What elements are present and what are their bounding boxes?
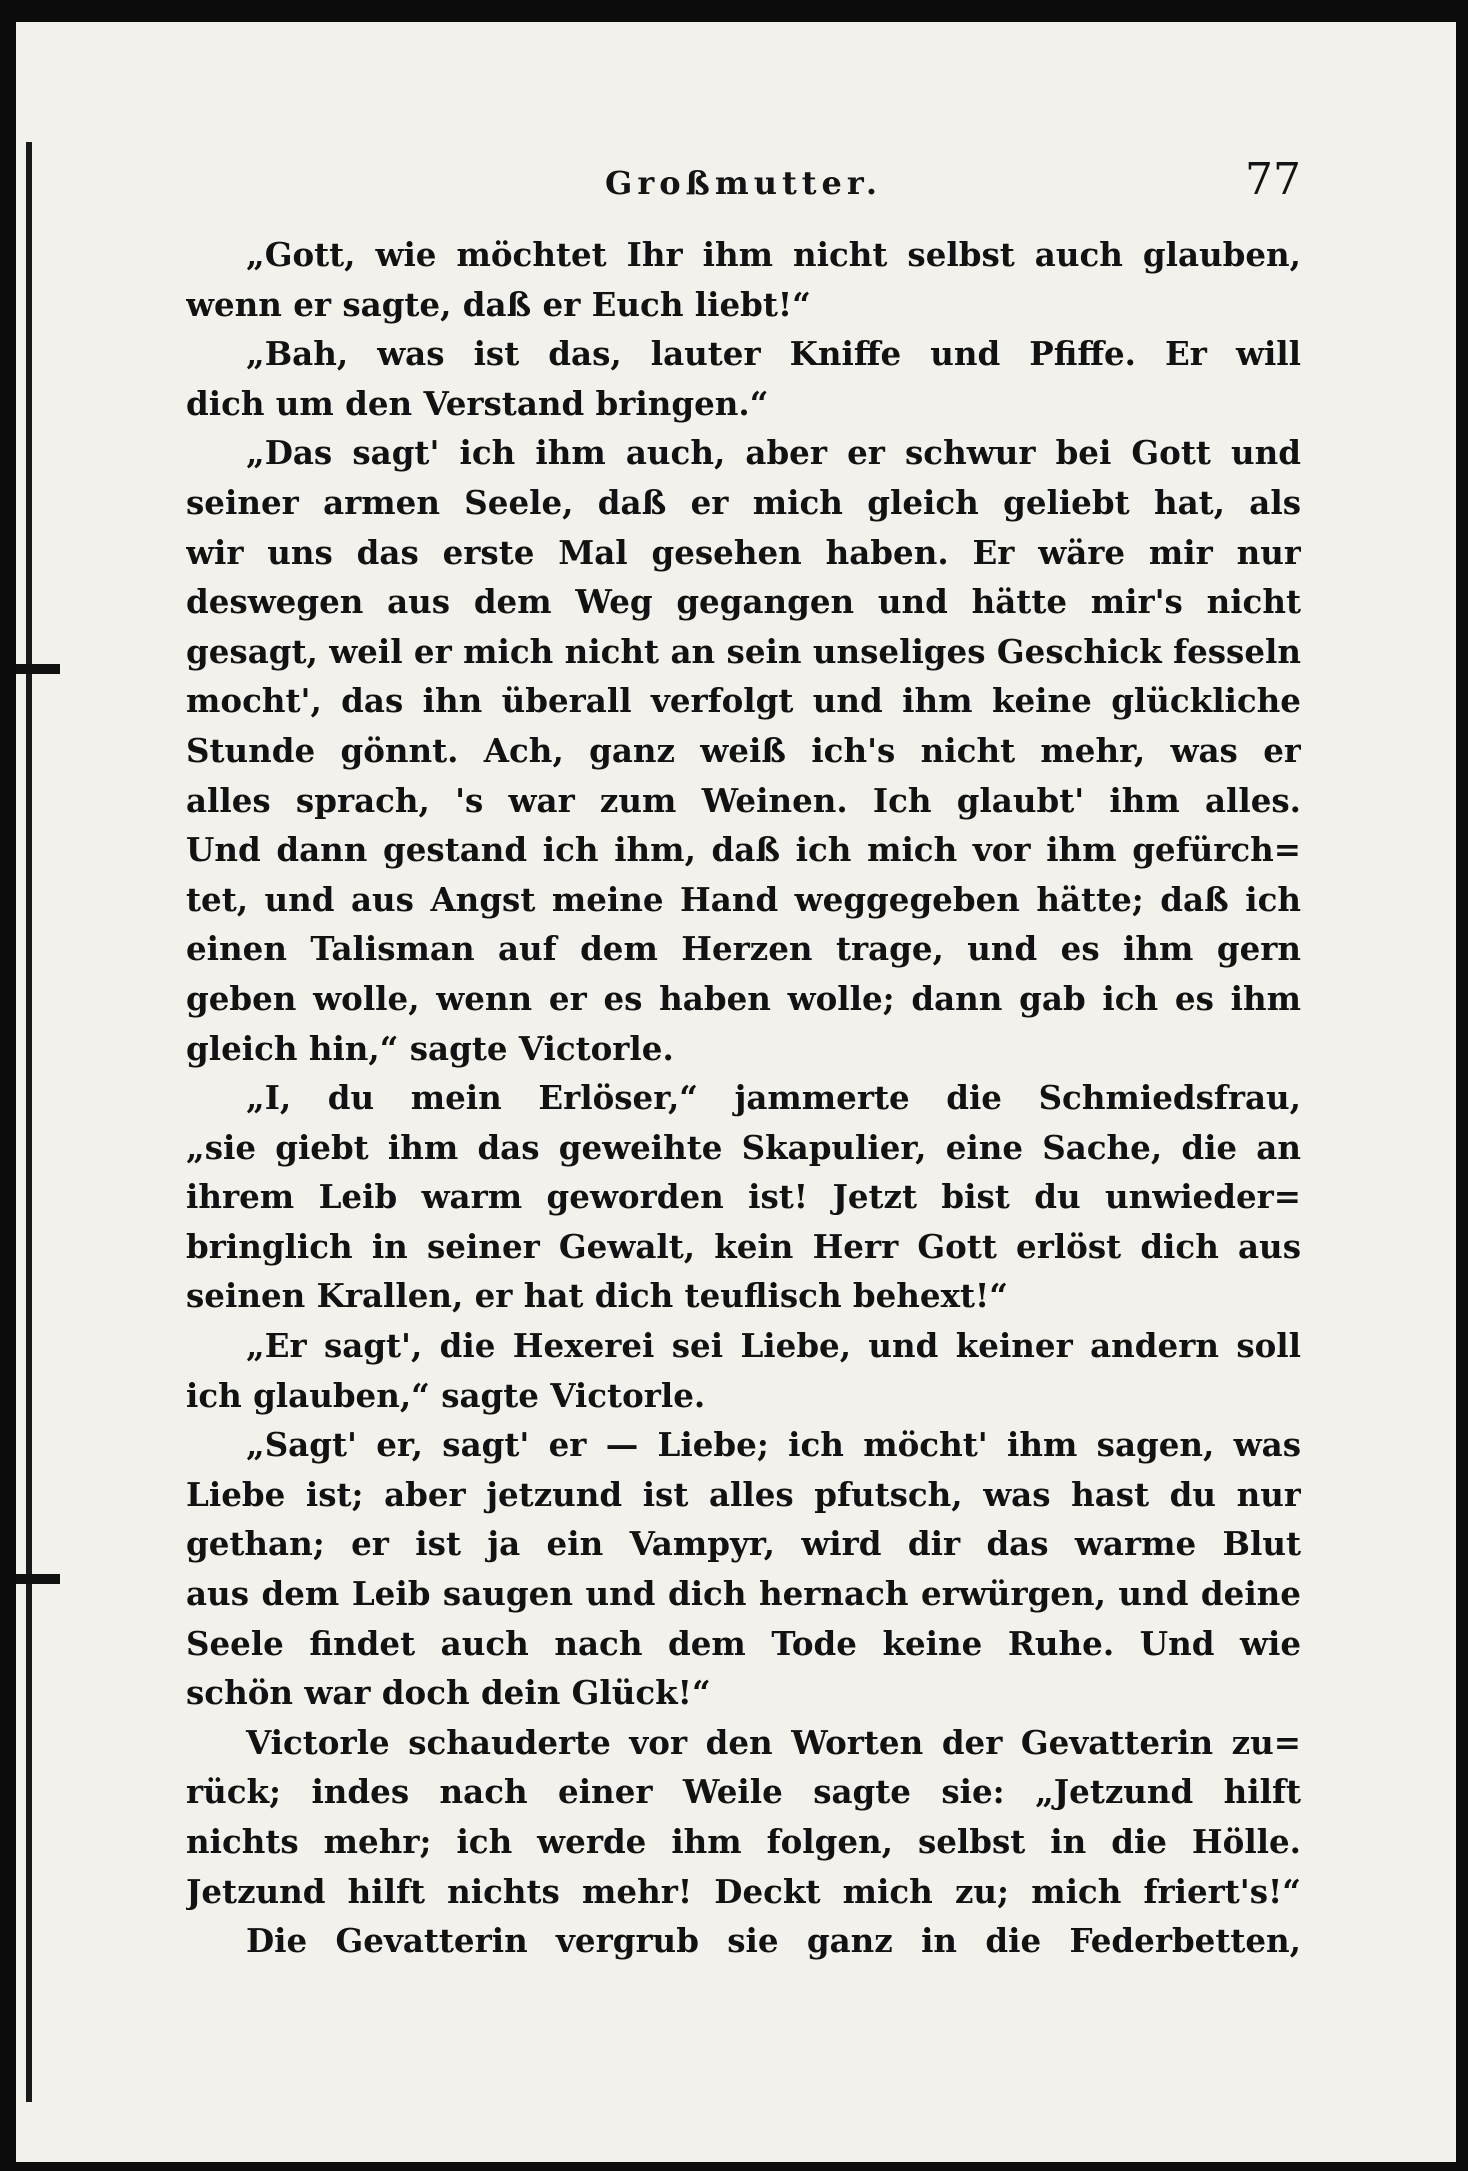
text-line: dich um den Verstand bringen.“ (186, 383, 769, 423)
text-line: „Das sagt' ich ihm auch, aber er schwur bei Gott und (246, 433, 1301, 473)
text-line: mocht', das ihn überall verfolgt und ihm keine glückliche (186, 681, 1301, 721)
binding-mark (16, 664, 60, 674)
text-line: schön war doch dein Glück!“ (186, 1673, 711, 1713)
body-text (186, 230, 1301, 1966)
text-line: „Er sagt', die Hexerei sei Liebe, und keiner andern soll (246, 1326, 1301, 1366)
text-line: „Sagt' er, sagt' er — Liebe; ich möcht' ihm sagen, was (246, 1425, 1301, 1465)
binding-edge (26, 142, 32, 2102)
text-line: Jetzund hilft nichts mehr! Deckt mich zu; mich friert's!“ (186, 1871, 1301, 1911)
text-line: geben wolle, wenn er es haben wolle; dann gab ich es ihm (186, 978, 1301, 1018)
text-line: Und dann gestand ich ihm, daß ich mich vor ihm gefürch= (186, 830, 1301, 870)
text-line: „I, du mein Erlöser,“ jammerte die Schmiedsfrau, (246, 1078, 1301, 1118)
text-line: ich glauben,“ sagte Victorle. (186, 1375, 706, 1415)
text-line: einen Talisman auf dem Herzen trage, und es ihm gern (186, 929, 1301, 969)
text-line: Seele findet auch nach dem Tode keine Ruhe. Und wie (186, 1623, 1301, 1663)
text-line: Liebe ist; aber jetzund ist alles pfutsch, was hast du nur (186, 1474, 1301, 1514)
text-line: alles sprach, 's war zum Weinen. Ich glaubt' ihm alles. (186, 780, 1301, 820)
text-line: ihrem Leib warm geworden ist! Jetzt bist du unwieder= (186, 1177, 1301, 1217)
text-line: gethan; er ist ja ein Vampyr, wird dir das warme Blut (186, 1524, 1301, 1564)
text-line: deswegen aus dem Weg gegangen und hätte mir's nicht (186, 582, 1301, 622)
text-line: rück; indes nach einer Weile sagte sie: „Jetzund hilft (186, 1772, 1301, 1812)
text-line: Stunde gönnt. Ach, ganz weiß ich's nicht mehr, was er (186, 730, 1301, 770)
text-line: seiner armen Seele, daß er mich gleich geliebt hat, als (186, 482, 1301, 522)
running-head: Großmutter. (605, 164, 882, 202)
text-line: Victorle schauderte vor den Worten der Gevatterin zu= (246, 1722, 1301, 1762)
page-number: 77 (1245, 154, 1301, 205)
text-line: wenn er sagte, daß er Euch liebt!“ (186, 284, 811, 324)
book-page (16, 22, 1456, 2162)
text-line: aus dem Leib saugen und dich hernach erwürgen, und deine (186, 1574, 1301, 1614)
text-line: nichts mehr; ich werde ihm folgen, selbst in die Hölle. (186, 1822, 1301, 1861)
text-line: „Bah, was ist das, lauter Kniffe und Pfiffe. Er will (246, 334, 1301, 374)
text-line: gesagt, weil er mich nicht an sein unseliges Geschick fesseln (186, 631, 1301, 671)
text-line: bringlich in seiner Gewalt, kein Herr Gott erlöst dich aus (186, 1226, 1301, 1266)
text-line: Die Gevatterin vergrub sie ganz in die Federbetten, (246, 1921, 1301, 1961)
binding-mark (16, 1574, 60, 1584)
page-header (186, 154, 1301, 214)
text-line: „sie giebt ihm das geweihte Skapulier, eine Sache, die an (186, 1127, 1301, 1167)
text-line: gleich hin,“ sagte Victorle. (186, 1028, 674, 1068)
text-line: „Gott, wie möchtet Ihr ihm nicht selbst auch glauben, (246, 235, 1301, 274)
text-line: tet, und aus Angst meine Hand weggegeben hätte; daß ich (186, 879, 1301, 919)
text-line: seinen Krallen, er hat dich teuflisch behext!“ (186, 1276, 1008, 1316)
text-line: wir uns das erste Mal gesehen haben. Er wäre mir nur (186, 532, 1301, 572)
